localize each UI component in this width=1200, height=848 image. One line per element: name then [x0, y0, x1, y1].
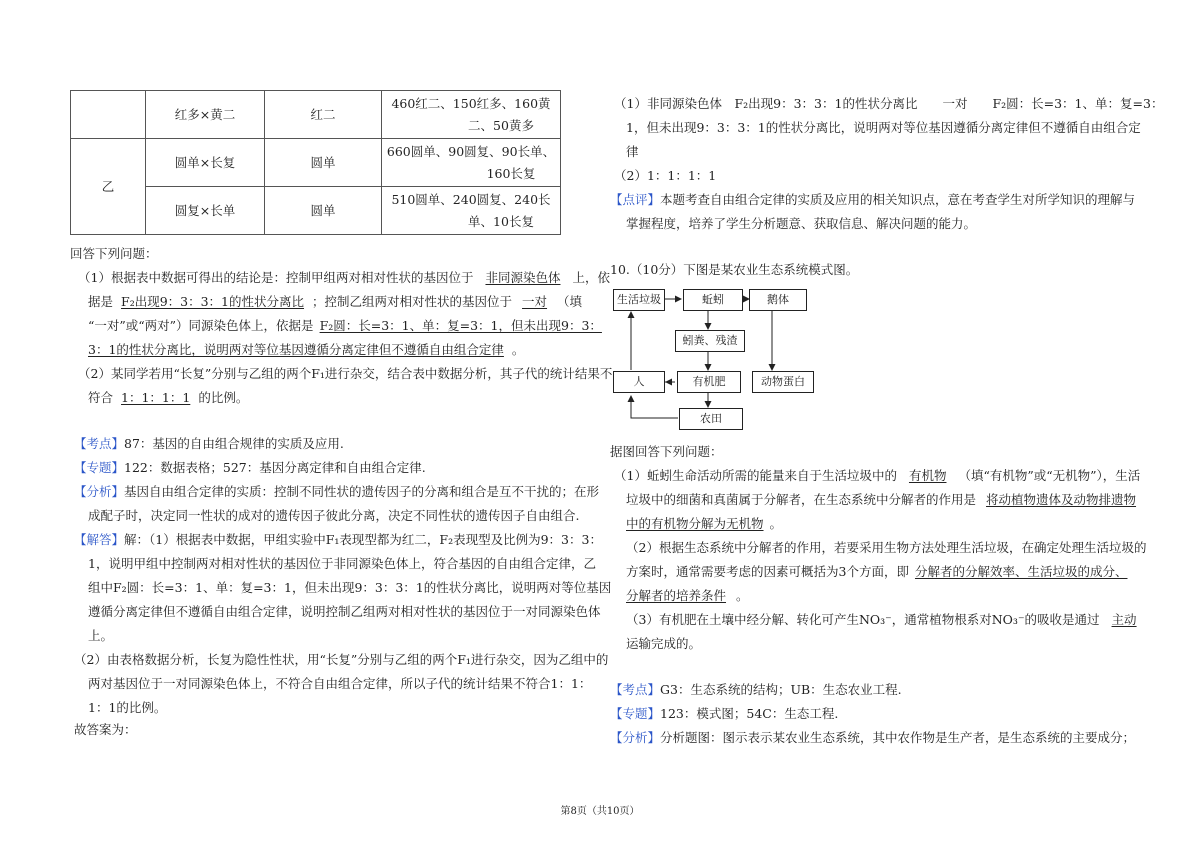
genotype-table	[70, 90, 561, 235]
b1-line: （1）蚯蚓生命活动所需的能量来自于生活垃圾中的 有机物 （填“有机物”或“无机物”），生活	[614, 468, 1141, 483]
q1-line: （1）根据表中数据可得出的结论是：控制甲组两对相对性状的基因位于 非同源染色体 上，依	[78, 270, 610, 285]
b2-line: （2）根据生态系统中分解者的作用，若要采用生物方法处理生活垃圾，在确定处理生活垃圾的	[626, 540, 1147, 555]
table-row	[71, 91, 561, 139]
jieda-line: （2）由表格数据分析，长复为隐性性状，用“长复”分别与乙组的两个F₁进行杂交，因为乙组中的	[74, 652, 609, 667]
table-cell-f1: 圆单	[265, 187, 382, 235]
node-human: 人	[613, 371, 665, 393]
b2-line: 方案时，通常需要考虑的因素可概括为3个方面，即 分解者的分解效率、生活垃圾的成分、	[626, 564, 1128, 579]
q1-line: “一对”或“两对”）同源染色体上，依据是 F₂圆：长=3：1、单：复=3：1，但未出现9：3：	[88, 318, 602, 333]
table-row	[71, 139, 561, 187]
q2-line: 符合 1：1：1：1 的比例。	[88, 390, 249, 405]
kaodian-line: 【考点】G3：生态系统的结构；UB：生态农业工程.	[610, 682, 902, 697]
question-10: 10.（10分）下图是某农业生态系统模式图。	[610, 262, 859, 277]
answer-blank: 分解者的培养条件	[626, 588, 727, 603]
answer-heading: 故答案为：	[74, 722, 137, 737]
intro-text: 回答下列问题：	[70, 246, 158, 261]
jieda-line: 上。	[88, 628, 114, 643]
table-cell-f1: 红二	[265, 91, 382, 139]
answer-blank: 非同源染色体	[485, 270, 561, 285]
answer-blank: 将动植物遗体及动物排遗物	[986, 492, 1137, 507]
answer-blank: 1：1：1：1	[121, 390, 191, 405]
table-cell-group: 乙	[71, 139, 146, 235]
q2-line: （2）某同学若用“长复”分别与乙组的两个F₁进行杂交，结合表中数据分析，其子代的统计结果不	[78, 366, 613, 381]
answer-blank: 主动	[1111, 612, 1137, 627]
kaodian-line: 【考点】87：基因的自由组合规律的实质及应用.	[74, 436, 344, 451]
node-protein: 动物蛋白	[752, 371, 814, 393]
jieda-line: 【解答】解：（1）根据表中数据，甲组实验中F₁表现型都为红二，F₂表现型及比例为9：3：3：	[74, 532, 602, 547]
dianping-line: 【点评】本题考查自由组合定律的实质及应用的相关知识点，意在考查学生对所学知识的理解与	[610, 192, 1136, 207]
node-fertilizer: 有机肥	[677, 371, 741, 393]
fenxi-line: 【分析】基因自由组合定律的实质：控制不同性状的遗传因子的分离和组合是互不干扰的；在形	[74, 484, 600, 499]
zhuanti-line: 【专题】122：数据表格；527：基因分离定律和自由组合定律.	[74, 460, 426, 475]
table-cell-f2: 660圆单、90圆复、90长单、 160长复	[382, 139, 561, 187]
b1-line: 垃圾中的细菌和真菌属于分解者，在生态系统中分解者的作用是 将动植物遗体及动物排遗物	[626, 492, 1137, 507]
answer-blank: F₂出现9：3：3：1的性状分离比	[121, 294, 305, 309]
b2-line: 分解者的培养条件 。	[626, 588, 749, 603]
dianping-line: 掌握程度，培养了学生分析题意、获取信息、解决问题的能力。	[626, 216, 977, 231]
table-cell-f2: 510圆单、240圆复、240长 单、10长复	[382, 187, 561, 235]
jieda-line: 1，说明甲组中控制两对相对性状的基因位于非同源染色体上，符合基因的自由组合定律，乙	[88, 556, 596, 571]
zhuanti-line: 【专题】123：模式图；54C：生态工程.	[610, 706, 839, 721]
table-cell-cross: 红多×黄二	[146, 91, 265, 139]
jieda-line: 遵循分离定律但不遵循自由组合定律，说明控制乙组两对相对性状的基因位于一对同源染色体	[88, 604, 601, 619]
node-field: 农田	[679, 408, 743, 430]
jieda-line: 1：1的比例。	[88, 700, 167, 715]
table-cell-f1: 圆单	[265, 139, 382, 187]
jieda-line: 两对基因位于一对同源染色体上，不符合自由组合定律，所以子代的统计结果不符合1：1：	[88, 676, 592, 691]
node-earthworm: 蚯蚓	[683, 289, 743, 311]
answer-blank: 有机物	[908, 468, 947, 483]
table-cell-f2: 460红二、150红多、160黄 二、50黄多	[382, 91, 561, 139]
page-footer: 第8页（共10页）	[560, 806, 640, 817]
q1-line: 3：1的性状分离比，说明两对等位基因遵循分离定律但不遵循自由组合定律 。	[88, 342, 525, 357]
answer-blank: 分解者的分解效率、生活垃圾的成分、	[914, 564, 1128, 579]
answer-blank: F₂圆：长=3：1、单：复=3：1，但未出现9：3：	[319, 318, 602, 333]
answer-line: 律	[626, 144, 639, 159]
fenxi-line: 【分析】分析题图：图示表示某农业生态系统，其中农作物是生产者，是生态系统的主要成分；	[610, 730, 1136, 745]
answer-blank: 中的有机物分解为无机物	[626, 516, 764, 531]
table-cell-cross: 圆复×长单	[146, 187, 265, 235]
answer-line: （1）非同源染色体 F₂出现9：3：3：1的性状分离比 一对 F₂圆：长=3：1、单：复=3：	[614, 96, 1164, 111]
table-cell-group	[71, 91, 146, 139]
node-trash: 生活垃圾	[613, 289, 665, 311]
node-manure: 蚓粪、残渣	[675, 330, 745, 352]
answer-blank: 3：1的性状分离比，说明两对等位基因遵循分离定律但不遵循自由组合定律	[88, 342, 504, 357]
jieda-line: 组中F₂圆：长=3：1、单：复=3：1，但未出现9：3：3：1的性状分离比，说明两对等位基因	[88, 580, 612, 595]
q1-line: 据是 F₂出现9：3：3：1的性状分离比 ；控制乙组两对相对性状的基因位于 一对 （填	[88, 294, 583, 309]
answer-line: 1，但未出现9：3：3：1的性状分离比，说明两对等位基因遵循分离定律但不遵循自由组合定	[626, 120, 1141, 135]
b3-line: （3）有机肥在土壤中经分解、转化可产生NO₃⁻，通常植物根系对NO₃⁻的吸收是通过 主动	[626, 612, 1149, 628]
node-duck: 鹅体	[749, 289, 807, 311]
b1-line: 中的有机物分解为无机物 。	[626, 516, 783, 531]
answer-blank: 一对	[522, 294, 548, 309]
after-figure-text: 据图回答下列问题：	[610, 444, 723, 459]
answer-line: （2）1：1：1：1	[614, 168, 717, 183]
fenxi-line: 成配子时，决定同一性状的成对的遗传因子彼此分离，决定不同性状的遗传因子自由组合.	[88, 508, 580, 523]
table-cell-cross: 圆单×长复	[146, 139, 265, 187]
b3-line: 运输完成的。	[626, 636, 702, 651]
